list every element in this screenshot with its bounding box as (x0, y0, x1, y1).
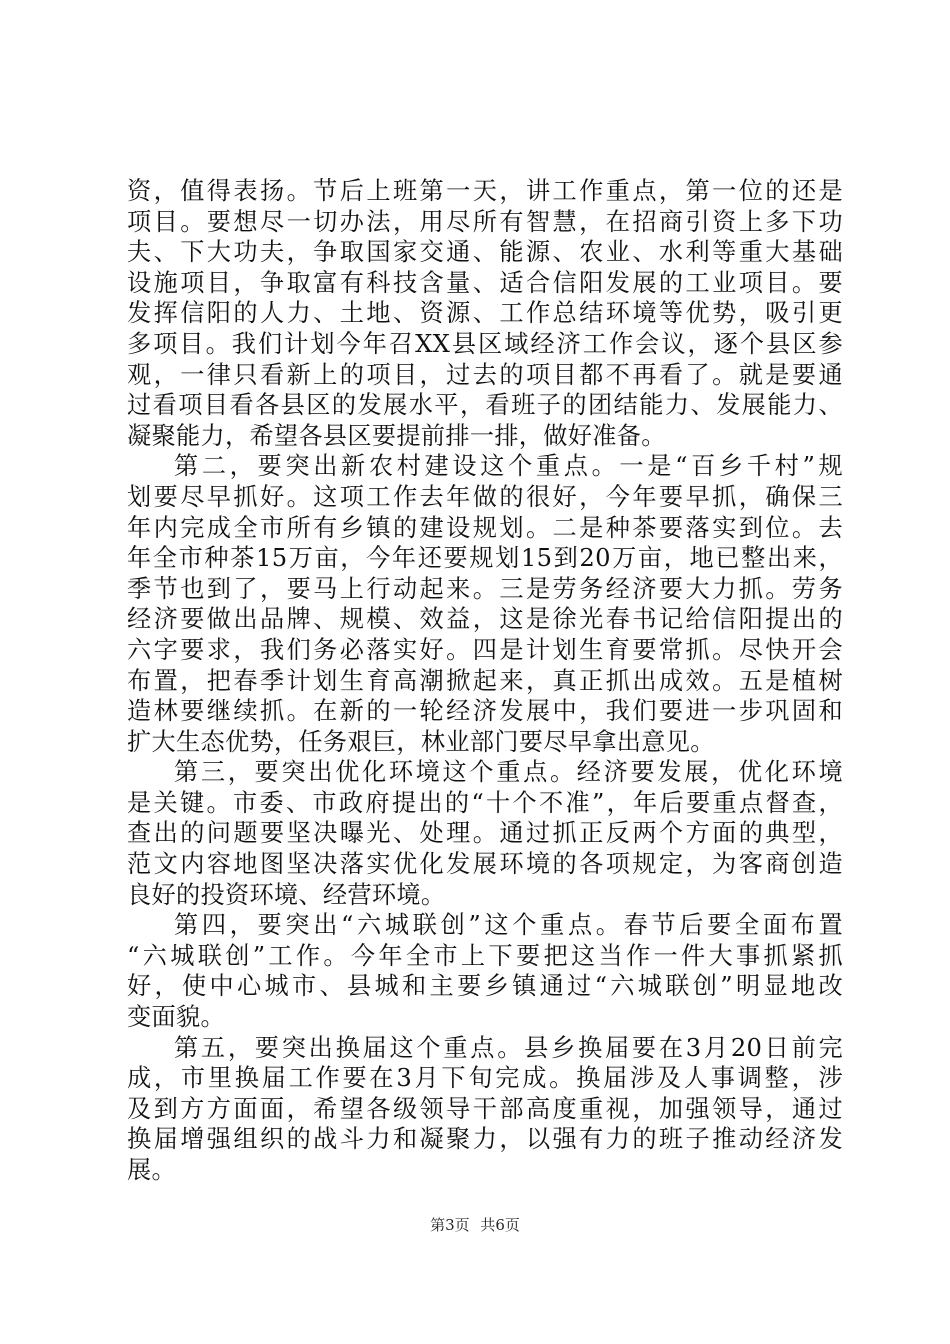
text-line: 季节也到了，要马上行动起来。三是劳务经济要大力抓。劳务 (127, 574, 843, 603)
text-line: 夫、下大功夫，争取国家交通、能源、农业、水利等重大基础 (127, 238, 843, 267)
text-line: 好，使中心城市、县城和主要乡镇通过“六城联创”明显地改 (127, 972, 843, 1001)
document-body (127, 176, 843, 1186)
text-line: 观，一律只看新上的项目，过去的项目都不再看了。就是要通 (127, 360, 843, 389)
text-line: 发挥信阳的人力、土地、资源、工作总结环境等优势，吸引更 (127, 299, 843, 328)
paragraph-first-line: 第四，要突出“六城联创”这个重点。春节后要全面布置 (174, 911, 843, 940)
text-line: 凝聚能力，希望各县区要提前排一排，做好准备。 (127, 421, 666, 450)
text-line: 资，值得表扬。节后上班第一天，讲工作重点，第一位的还是 (127, 177, 843, 205)
text-line: 项目。要想尽一切办法，用尽所有智慧，在招商引资上多下功 (127, 207, 843, 236)
paragraph-first-line: 第五，要突出换届这个重点。县乡换届要在3月20日前完 (174, 1033, 843, 1062)
text-line: 变面貌。 (127, 1003, 225, 1032)
page-number-footer: 第3页 共6页 (430, 1216, 520, 1234)
text-line: 扩大生态优势，任务艰巨，林业部门要尽早拿出意见。 (127, 727, 715, 756)
text-line: 布置，把春季计划生育高潮掀起来，真正抓出成效。五是植树 (127, 666, 843, 695)
text-line: 设施项目，争取富有科技含量、适合信阳发展的工业项目。要 (127, 268, 843, 297)
text-line: 过看项目看各县区的发展水平，看班子的团结能力、发展能力、 (127, 391, 843, 420)
text-line: 造林要继续抓。在新的一轮经济发展中，我们要进一步巩固和 (127, 697, 843, 726)
text-line: 成，市里换届工作要在3月下旬完成。换届涉及人事调整，涉 (127, 1064, 843, 1093)
text-line: 年全市种茶15万亩，今年还要规划15到20万亩，地已整出来， (127, 544, 843, 573)
paragraph-first-line: 第二，要突出新农村建设这个重点。一是“百乡千村”规 (174, 452, 843, 481)
text-line: 六字要求，我们务必落实好。四是计划生育要常抓。尽快开会 (127, 635, 843, 664)
text-line: 是关键。市委、市政府提出的“十个不准”，年后要重点督查， (127, 788, 843, 817)
text-line: 展。 (127, 1156, 176, 1184)
text-line: 年内完成全市所有乡镇的建设规划。二是种茶要落实到位。去 (127, 513, 843, 542)
text-line: 范文内容地图坚决落实优化发展环境的各项规定，为客商创造 (127, 850, 843, 879)
text-line: 换届增强组织的战斗力和凝聚力，以强有力的班子推动经济发 (127, 1125, 843, 1154)
paragraph-first-line: 第三，要突出优化环境这个重点。经济要发展，优化环境 (174, 758, 843, 787)
text-line: 多项目。我们计划今年召XX县区域经济工作会议，逐个县区参 (127, 329, 843, 358)
text-line: 划要尽早抓好。这项工作去年做的很好，今年要早抓，确保三 (127, 482, 843, 511)
text-line: “六城联创”工作。今年全市上下要把这当作一件大事抓紧抓 (127, 941, 843, 970)
text-line: 及到方方面面，希望各级领导干部高度重视，加强领导，通过 (127, 1094, 843, 1123)
text-line: 良好的投资环境、经营环境。 (127, 880, 446, 909)
text-line: 查出的问题要坚决曝光、处理。通过抓正反两个方面的典型， (127, 819, 843, 848)
text-line: 经济要做出品牌、规模、效益，这是徐光春书记给信阳提出的 (127, 605, 843, 634)
